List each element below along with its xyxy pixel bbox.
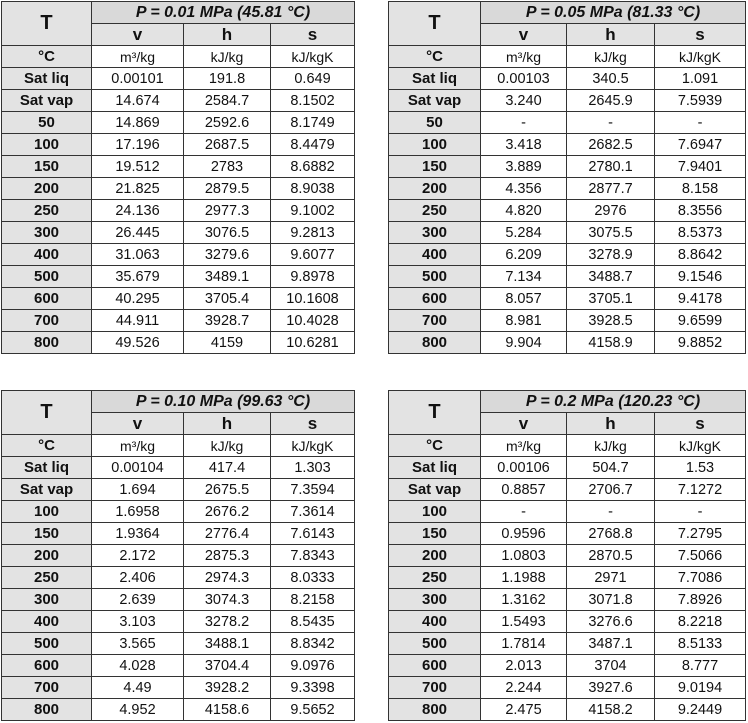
- value-v: 0.00101: [92, 68, 184, 90]
- table-row: [2, 178, 355, 200]
- value-s: 7.8926: [655, 589, 746, 611]
- variable-header-s: s: [271, 413, 355, 435]
- title-row: [2, 391, 355, 413]
- row-label: 150: [2, 156, 92, 178]
- value-v: 2.172: [92, 545, 184, 567]
- steam-table-0.10mpa: [1, 390, 355, 721]
- table-row: [389, 457, 746, 479]
- table-row: [389, 479, 746, 501]
- table-row: [2, 545, 355, 567]
- table-row: [389, 523, 746, 545]
- value-s: 9.8852: [655, 332, 746, 354]
- value-s: 1.091: [655, 68, 746, 90]
- value-s: 8.9038: [271, 178, 355, 200]
- value-h: 3928.7: [184, 310, 271, 332]
- value-h: 2877.7: [567, 178, 655, 200]
- value-h: 2870.5: [567, 545, 655, 567]
- value-h: 2780.1: [567, 156, 655, 178]
- table-row: [2, 200, 355, 222]
- value-s: 8.5133: [655, 633, 746, 655]
- value-s: 7.6143: [271, 523, 355, 545]
- value-v: 14.869: [92, 112, 184, 134]
- value-h: 3927.6: [567, 677, 655, 699]
- table-row: [389, 288, 746, 310]
- value-h: 3071.8: [567, 589, 655, 611]
- value-s: 7.3614: [271, 501, 355, 523]
- value-s: 1.303: [271, 457, 355, 479]
- value-h: 3074.3: [184, 589, 271, 611]
- table-row: [2, 523, 355, 545]
- value-v: 0.00104: [92, 457, 184, 479]
- row-label: 250: [389, 567, 481, 589]
- value-s: 7.5939: [655, 90, 746, 112]
- pressure-title: P = 0.01 MPa (45.81 °C): [92, 2, 355, 24]
- value-h: 3276.6: [567, 611, 655, 633]
- table-row: [2, 310, 355, 332]
- temperature-unit: °C: [2, 46, 92, 68]
- value-v: 17.196: [92, 134, 184, 156]
- pressure-title: P = 0.10 MPa (99.63 °C): [92, 391, 355, 413]
- value-v: 19.512: [92, 156, 184, 178]
- units-row: [389, 435, 746, 457]
- value-v: 26.445: [92, 222, 184, 244]
- row-label: Sat liq: [389, 68, 481, 90]
- value-h: 2783: [184, 156, 271, 178]
- value-v: 2.013: [481, 655, 567, 677]
- value-v: 3.240: [481, 90, 567, 112]
- unit-s: kJ/kgK: [271, 435, 355, 457]
- value-v: 2.244: [481, 677, 567, 699]
- table-row: [2, 156, 355, 178]
- table-row: [2, 244, 355, 266]
- temperature-header: T: [389, 391, 481, 435]
- value-s: 9.1002: [271, 200, 355, 222]
- table-row: [389, 310, 746, 332]
- value-v: -: [481, 501, 567, 523]
- table-row: [389, 699, 746, 721]
- steam-table-0.2mpa: [388, 390, 746, 721]
- units-row: [2, 435, 355, 457]
- value-h: 3487.1: [567, 633, 655, 655]
- value-v: 3.889: [481, 156, 567, 178]
- row-label: 600: [2, 288, 92, 310]
- value-s: 9.2449: [655, 699, 746, 721]
- table-row: [2, 567, 355, 589]
- variable-header-v: v: [92, 24, 184, 46]
- value-s: -: [655, 112, 746, 134]
- value-h: 3705.4: [184, 288, 271, 310]
- value-s: 8.8642: [655, 244, 746, 266]
- value-h: 3279.6: [184, 244, 271, 266]
- value-v: 35.679: [92, 266, 184, 288]
- value-v: 4.356: [481, 178, 567, 200]
- table-row: [389, 178, 746, 200]
- value-h: 2768.8: [567, 523, 655, 545]
- value-s: -: [655, 501, 746, 523]
- row-label: 700: [2, 310, 92, 332]
- row-label: 400: [389, 611, 481, 633]
- row-label: 700: [2, 677, 92, 699]
- pressure-title: P = 0.05 MPa (81.33 °C): [481, 2, 746, 24]
- value-h: 3704.4: [184, 655, 271, 677]
- table-row: [2, 633, 355, 655]
- variable-header-h: h: [567, 413, 655, 435]
- temperature-unit: °C: [389, 435, 481, 457]
- value-h: 2875.3: [184, 545, 271, 567]
- row-label: 600: [389, 655, 481, 677]
- value-s: 7.8343: [271, 545, 355, 567]
- value-v: 31.063: [92, 244, 184, 266]
- value-v: 7.134: [481, 266, 567, 288]
- value-v: 6.209: [481, 244, 567, 266]
- steam-table-0.05mpa: [388, 1, 746, 354]
- row-label: 400: [2, 611, 92, 633]
- value-h: -: [567, 112, 655, 134]
- value-s: 8.2158: [271, 589, 355, 611]
- row-label: 50: [389, 112, 481, 134]
- unit-s: kJ/kgK: [655, 46, 746, 68]
- table-row: [2, 611, 355, 633]
- table-row: [2, 266, 355, 288]
- value-h: 2776.4: [184, 523, 271, 545]
- row-label: Sat liq: [389, 457, 481, 479]
- row-label: 200: [389, 545, 481, 567]
- value-v: 2.475: [481, 699, 567, 721]
- value-s: 7.2795: [655, 523, 746, 545]
- value-s: 10.6281: [271, 332, 355, 354]
- value-h: 417.4: [184, 457, 271, 479]
- unit-h: kJ/kg: [567, 46, 655, 68]
- value-v: 4.028: [92, 655, 184, 677]
- table-row: [389, 589, 746, 611]
- title-row: [2, 2, 355, 24]
- unit-h: kJ/kg: [567, 435, 655, 457]
- table-row: [389, 134, 746, 156]
- value-v: 0.00103: [481, 68, 567, 90]
- value-h: 2879.5: [184, 178, 271, 200]
- variable-header-s: s: [655, 24, 746, 46]
- row-label: 150: [389, 523, 481, 545]
- pressure-title: P = 0.2 MPa (120.23 °C): [481, 391, 746, 413]
- value-h: 3278.9: [567, 244, 655, 266]
- temperature-unit: °C: [2, 435, 92, 457]
- value-s: 0.649: [271, 68, 355, 90]
- value-s: 8.8342: [271, 633, 355, 655]
- row-label: 700: [389, 677, 481, 699]
- value-v: 3.565: [92, 633, 184, 655]
- table-row: [2, 655, 355, 677]
- value-v: 0.8857: [481, 479, 567, 501]
- row-label: 800: [389, 332, 481, 354]
- value-s: 8.5373: [655, 222, 746, 244]
- temperature-unit: °C: [389, 46, 481, 68]
- row-label: 100: [389, 501, 481, 523]
- temperature-header: T: [2, 2, 92, 46]
- table-row: [2, 677, 355, 699]
- steam-table-0.01mpa: [1, 1, 355, 354]
- row-label: 400: [389, 244, 481, 266]
- table-row: [389, 68, 746, 90]
- value-h: 191.8: [184, 68, 271, 90]
- unit-s: kJ/kgK: [271, 46, 355, 68]
- value-h: 3075.5: [567, 222, 655, 244]
- unit-v: m³/kg: [92, 46, 184, 68]
- value-s: 7.3594: [271, 479, 355, 501]
- value-v: 1.5493: [481, 611, 567, 633]
- value-s: 8.777: [655, 655, 746, 677]
- value-s: 9.6599: [655, 310, 746, 332]
- value-h: 2675.5: [184, 479, 271, 501]
- value-s: 8.1749: [271, 112, 355, 134]
- value-s: 9.3398: [271, 677, 355, 699]
- value-v: 1.9364: [92, 523, 184, 545]
- units-row: [2, 46, 355, 68]
- value-h: -: [567, 501, 655, 523]
- value-h: 2645.9: [567, 90, 655, 112]
- table-row: [2, 134, 355, 156]
- row-label: 500: [389, 266, 481, 288]
- value-s: 7.6947: [655, 134, 746, 156]
- value-v: 1.6958: [92, 501, 184, 523]
- value-h: 3928.5: [567, 310, 655, 332]
- value-s: 10.4028: [271, 310, 355, 332]
- value-h: 2706.7: [567, 479, 655, 501]
- row-label: 200: [389, 178, 481, 200]
- unit-v: m³/kg: [92, 435, 184, 457]
- row-label: 500: [389, 633, 481, 655]
- table-row: [389, 611, 746, 633]
- row-label: 50: [2, 112, 92, 134]
- value-s: 9.0976: [271, 655, 355, 677]
- value-s: 8.158: [655, 178, 746, 200]
- row-label: 300: [389, 589, 481, 611]
- row-label: 250: [389, 200, 481, 222]
- value-h: 4158.9: [567, 332, 655, 354]
- row-label: 800: [2, 332, 92, 354]
- value-v: 1.694: [92, 479, 184, 501]
- table-row: [389, 677, 746, 699]
- variable-header-h: h: [567, 24, 655, 46]
- value-v: 4.952: [92, 699, 184, 721]
- row-label: 100: [2, 501, 92, 523]
- unit-v: m³/kg: [481, 46, 567, 68]
- row-label: 500: [2, 266, 92, 288]
- row-label: 100: [389, 134, 481, 156]
- table-row: [389, 222, 746, 244]
- row-label: 600: [2, 655, 92, 677]
- value-h: 2687.5: [184, 134, 271, 156]
- value-s: 8.1502: [271, 90, 355, 112]
- value-s: 1.53: [655, 457, 746, 479]
- value-s: 8.5435: [271, 611, 355, 633]
- value-s: 7.1272: [655, 479, 746, 501]
- table-row: [2, 589, 355, 611]
- row-label: Sat liq: [2, 68, 92, 90]
- value-h: 2974.3: [184, 567, 271, 589]
- value-s: 9.8978: [271, 266, 355, 288]
- value-h: 2682.5: [567, 134, 655, 156]
- value-s: 9.2813: [271, 222, 355, 244]
- table-row: [2, 112, 355, 134]
- row-label: 250: [2, 200, 92, 222]
- value-v: 5.284: [481, 222, 567, 244]
- value-h: 504.7: [567, 457, 655, 479]
- value-h: 4158.2: [567, 699, 655, 721]
- value-v: -: [481, 112, 567, 134]
- row-label: 150: [389, 156, 481, 178]
- value-v: 21.825: [92, 178, 184, 200]
- row-label: 400: [2, 244, 92, 266]
- value-v: 1.7814: [481, 633, 567, 655]
- value-s: 8.3556: [655, 200, 746, 222]
- row-label: 150: [2, 523, 92, 545]
- value-v: 49.526: [92, 332, 184, 354]
- table-row: [2, 222, 355, 244]
- value-s: 8.4479: [271, 134, 355, 156]
- table-row: [389, 90, 746, 112]
- value-h: 2592.6: [184, 112, 271, 134]
- value-h: 4158.6: [184, 699, 271, 721]
- value-v: 3.103: [92, 611, 184, 633]
- row-label: 700: [389, 310, 481, 332]
- value-v: 40.295: [92, 288, 184, 310]
- value-v: 2.639: [92, 589, 184, 611]
- value-v: 14.674: [92, 90, 184, 112]
- row-label: 600: [389, 288, 481, 310]
- row-label: 500: [2, 633, 92, 655]
- value-s: 7.9401: [655, 156, 746, 178]
- units-row: [389, 46, 746, 68]
- table-row: [389, 655, 746, 677]
- table-row: [389, 332, 746, 354]
- row-label: 300: [2, 589, 92, 611]
- title-row: [389, 2, 746, 24]
- row-label: Sat vap: [2, 479, 92, 501]
- value-s: 10.1608: [271, 288, 355, 310]
- variable-header-h: h: [184, 24, 271, 46]
- value-h: 4159: [184, 332, 271, 354]
- table-row: [389, 545, 746, 567]
- value-v: 1.3162: [481, 589, 567, 611]
- row-label: Sat vap: [389, 479, 481, 501]
- title-row: [389, 391, 746, 413]
- value-s: 9.1546: [655, 266, 746, 288]
- row-label: 250: [2, 567, 92, 589]
- value-v: 4.49: [92, 677, 184, 699]
- unit-s: kJ/kgK: [655, 435, 746, 457]
- value-s: 9.6077: [271, 244, 355, 266]
- table-row: [2, 90, 355, 112]
- table-row: [389, 156, 746, 178]
- variable-header-h: h: [184, 413, 271, 435]
- value-h: 2676.2: [184, 501, 271, 523]
- row-label: Sat vap: [389, 90, 481, 112]
- table-row: [2, 457, 355, 479]
- row-label: 200: [2, 178, 92, 200]
- value-h: 3488.7: [567, 266, 655, 288]
- variable-header-v: v: [481, 413, 567, 435]
- value-h: 3278.2: [184, 611, 271, 633]
- value-s: 9.5652: [271, 699, 355, 721]
- value-h: 3489.1: [184, 266, 271, 288]
- value-h: 3488.1: [184, 633, 271, 655]
- variable-header-v: v: [92, 413, 184, 435]
- temperature-header: T: [389, 2, 481, 46]
- value-v: 4.820: [481, 200, 567, 222]
- table-row: [389, 244, 746, 266]
- row-label: Sat vap: [2, 90, 92, 112]
- table-row: [2, 68, 355, 90]
- unit-v: m³/kg: [481, 435, 567, 457]
- table-row: [2, 332, 355, 354]
- variable-header-s: s: [271, 24, 355, 46]
- table-row: [389, 200, 746, 222]
- value-h: 3076.5: [184, 222, 271, 244]
- value-s: 8.6882: [271, 156, 355, 178]
- value-s: 7.5066: [655, 545, 746, 567]
- table-row: [389, 633, 746, 655]
- row-label: 300: [389, 222, 481, 244]
- temperature-header: T: [2, 391, 92, 435]
- value-s: 9.4178: [655, 288, 746, 310]
- value-s: 9.0194: [655, 677, 746, 699]
- value-v: 8.057: [481, 288, 567, 310]
- row-label: 100: [2, 134, 92, 156]
- table-row: [2, 288, 355, 310]
- value-v: 8.981: [481, 310, 567, 332]
- table-row: [2, 501, 355, 523]
- value-v: 3.418: [481, 134, 567, 156]
- row-label: 800: [2, 699, 92, 721]
- table-row: [389, 501, 746, 523]
- value-h: 2584.7: [184, 90, 271, 112]
- value-s: 8.2218: [655, 611, 746, 633]
- table-row: [389, 112, 746, 134]
- value-v: 24.136: [92, 200, 184, 222]
- value-s: 8.0333: [271, 567, 355, 589]
- row-label: 800: [389, 699, 481, 721]
- row-label: 300: [2, 222, 92, 244]
- value-v: 1.0803: [481, 545, 567, 567]
- value-h: 3705.1: [567, 288, 655, 310]
- row-label: Sat liq: [2, 457, 92, 479]
- row-label: 200: [2, 545, 92, 567]
- value-h: 2977.3: [184, 200, 271, 222]
- value-h: 2976: [567, 200, 655, 222]
- variable-header-v: v: [481, 24, 567, 46]
- value-v: 2.406: [92, 567, 184, 589]
- variable-header-s: s: [655, 413, 746, 435]
- unit-h: kJ/kg: [184, 435, 271, 457]
- value-s: 7.7086: [655, 567, 746, 589]
- value-v: 0.9596: [481, 523, 567, 545]
- value-v: 1.1988: [481, 567, 567, 589]
- table-row: [2, 699, 355, 721]
- value-v: 0.00106: [481, 457, 567, 479]
- value-h: 2971: [567, 567, 655, 589]
- table-row: [389, 266, 746, 288]
- value-h: 3704: [567, 655, 655, 677]
- unit-h: kJ/kg: [184, 46, 271, 68]
- table-row: [389, 567, 746, 589]
- value-h: 340.5: [567, 68, 655, 90]
- value-h: 3928.2: [184, 677, 271, 699]
- value-v: 9.904: [481, 332, 567, 354]
- table-row: [2, 479, 355, 501]
- value-v: 44.911: [92, 310, 184, 332]
